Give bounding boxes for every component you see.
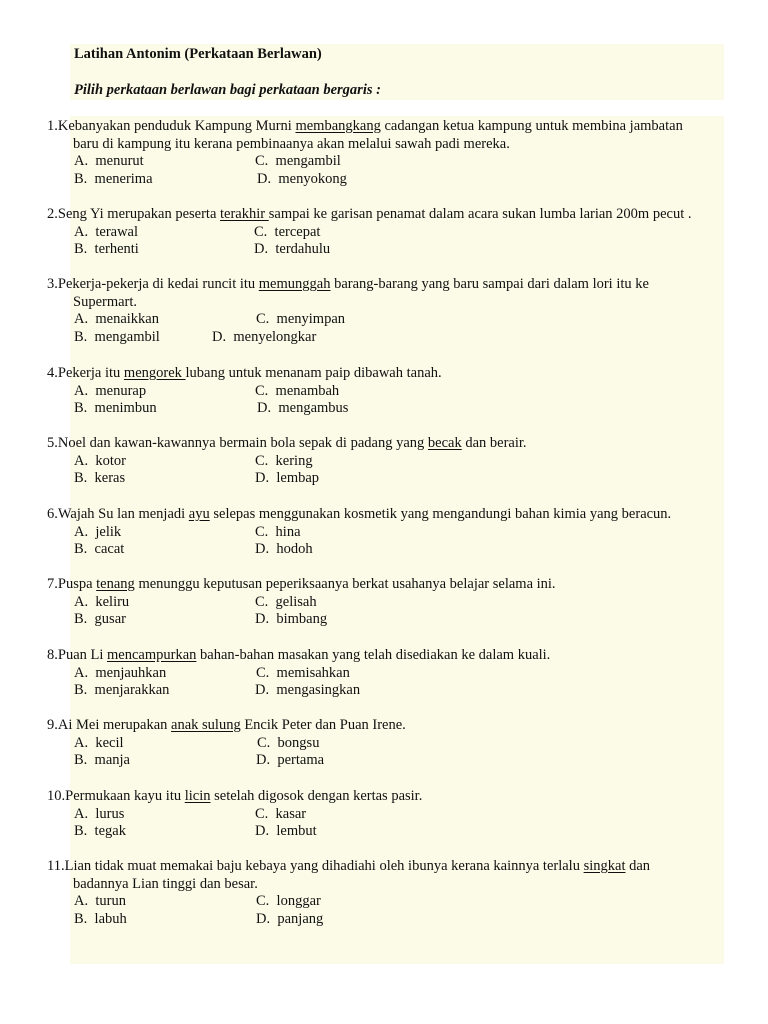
question-8 [47,647,737,700]
question-number: 3. [47,276,58,292]
option-c[interactable]: C. kering [255,452,313,469]
question-stem [47,717,737,735]
option-d[interactable]: D. menyelongkar [212,328,317,345]
question-stem [47,206,737,224]
options [47,383,737,418]
option-a[interactable]: A. menjauhkan [74,664,167,681]
options [47,224,737,259]
question-3 [47,276,737,346]
underlined-word: tenang [96,576,135,592]
option-c[interactable]: C. memisahkan [256,664,350,681]
option-d[interactable]: D. bimbang [255,611,328,628]
option-b[interactable]: B. tegak [74,823,126,840]
option-d[interactable]: D. menyokong [257,170,347,187]
option-d[interactable]: D. mengambus [257,400,349,417]
underlined-word: becak [427,435,462,451]
stem-text: Pekerja-pekerja di kedai runcit itu [57,276,259,292]
stem-text: dan berair. [461,435,527,451]
option-d[interactable]: D. mengasingkan [255,682,361,699]
option-b[interactable]: B. menimbun [74,400,157,417]
options [47,311,737,346]
stem-text: Wajah Su lan menjadi [57,506,189,522]
question-10 [47,788,737,841]
stem-text: bahan-bahan masakan yang telah disediakan ke dalam kuali. [196,647,551,663]
stem-text: Kebanyakan penduduk Kampung Murni [57,118,296,134]
question-number: 2. [47,206,58,222]
option-c[interactable]: C. mengambil [255,153,341,170]
question-stem [47,435,737,453]
stem-text: Encik Peter dan Puan Irene. [240,717,406,733]
question-number: 11. [47,858,65,874]
stem-continuation: Supermart. [73,293,138,310]
question-9 [47,717,737,770]
option-a[interactable]: A. kecil [74,734,124,751]
question-1 [47,118,737,188]
question-2 [47,206,737,259]
option-d[interactable]: D. terdahulu [254,241,331,258]
option-d[interactable]: D. lembap [255,470,320,487]
underlined-word: membangkang [295,118,381,134]
question-6 [47,506,737,559]
stem-text: Noel dan kawan-kawannya bermain bola sepak di padang yang [57,435,428,451]
stem-text: Lian tidak muat memakai baju kebaya yang dihadiahi oleh ibunya kerana kainnya terlalu [64,858,584,874]
stem-text: cadangan ketua kampung untuk membina jambatan [380,118,683,134]
option-d[interactable]: D. lembut [255,823,317,840]
question-number: 1. [47,118,58,134]
underlined-word: memunggah [258,276,331,292]
option-b[interactable]: B. menerima [74,170,153,187]
option-b[interactable]: B. manja [74,752,130,769]
underlined-word: mengorek [123,365,186,381]
stem-text: barang-barang yang baru sampai dari dalam lori itu ke [330,276,649,292]
options [47,735,737,770]
stem-text: Puan Li [57,647,108,663]
options [47,524,737,559]
option-d[interactable]: D. pertama [256,752,325,769]
stem-text: Ai Mei merupakan [57,717,172,733]
underlined-word: licin [184,788,211,804]
question-stem [47,647,737,665]
options [47,806,737,841]
stem-text: Puspa [57,576,97,592]
question-7 [47,576,737,629]
option-b[interactable]: B. terhenti [74,241,139,258]
option-c[interactable]: C. gelisah [255,593,317,610]
options [47,594,737,629]
stem-text: selepas menggunakan kosmetik yang mengandungi bahan kimia yang beracun. [209,506,672,522]
stem-text: lubang untuk menanam paip dibawah tanah. [185,365,442,381]
options [47,153,737,188]
option-a[interactable]: A. kotor [74,452,126,469]
option-b[interactable]: B. mengambil [74,328,160,345]
option-a[interactable]: A. menaikkan [74,311,159,328]
question-4 [47,365,737,418]
question-number: 6. [47,506,58,522]
question-stem [47,506,737,524]
option-a[interactable]: A. menurap [74,382,147,399]
option-c[interactable]: C. hina [255,523,301,540]
underlined-word: mencampurkan [107,647,197,663]
option-d[interactable]: D. panjang [256,910,324,927]
stem-text: Pekerja itu [57,365,124,381]
question-11 [47,858,737,928]
worksheet-instruction: Pilih perkataan berlawan bagi perkataan bergaris : [74,82,381,98]
underlined-word: anak sulung [171,717,241,733]
option-c[interactable]: C. longgar [256,893,321,910]
question-number: 10. [47,788,66,804]
question-5 [47,435,737,488]
option-a[interactable]: A. terawal [74,223,139,240]
worksheet-title: Latihan Antonim (Perkataan Berlawan) [74,46,322,62]
option-c[interactable]: C. menyimpan [256,311,346,328]
option-b[interactable]: B. labuh [74,910,127,927]
option-c[interactable]: C. kasar [255,805,307,822]
question-stem [47,276,737,294]
question-stem [47,788,737,806]
option-b[interactable]: B. keras [74,470,126,487]
question-number: 5. [47,435,58,451]
question-stem [47,118,737,136]
option-c[interactable]: C. menambah [255,382,340,399]
question-stem [47,365,737,383]
stem-text: menunggu keputusan peperiksaanya berkat usahanya belajar selama ini. [134,576,556,592]
underlined-word: singkat [583,858,626,874]
stem-text: sampai ke garisan penamat dalam acara sukan lumba larian 200m pecut . [268,206,692,222]
option-a[interactable]: A. turun [74,893,126,910]
option-c[interactable]: C. bongsu [257,734,320,751]
stem-text: dan [625,858,651,874]
question-number: 8. [47,647,58,663]
question-stem [47,858,737,876]
option-d[interactable]: D. hodoh [255,541,313,558]
underlined-word: ayu [188,506,210,522]
option-a[interactable]: A. keliru [74,593,130,610]
underlined-word: terakhir [220,206,269,222]
question-stem [47,576,737,594]
option-c[interactable]: C. tercepat [254,223,321,240]
options [47,893,737,928]
question-number: 9. [47,717,58,733]
options [47,665,737,700]
options [47,453,737,488]
option-a[interactable]: A. jelik [74,523,122,540]
option-b[interactable]: B. gusar [74,611,126,628]
question-number: 7. [47,576,58,592]
option-a[interactable]: A. menurut [74,153,144,170]
stem-text: Permukaan kayu itu [65,788,185,804]
stem-continuation: badannya Lian tinggi dan besar. [73,875,258,892]
question-number: 4. [47,365,58,381]
stem-text: Seng Yi merupakan peserta [57,206,221,222]
stem-text: setelah digosok dengan kertas pasir. [210,788,423,804]
option-b[interactable]: B. cacat [74,541,125,558]
stem-continuation: baru di kampung itu kerana pembinaanya akan melalui sawah padi mereka. [73,135,510,152]
option-a[interactable]: A. lurus [74,805,125,822]
option-b[interactable]: B. menjarakkan [74,682,170,699]
